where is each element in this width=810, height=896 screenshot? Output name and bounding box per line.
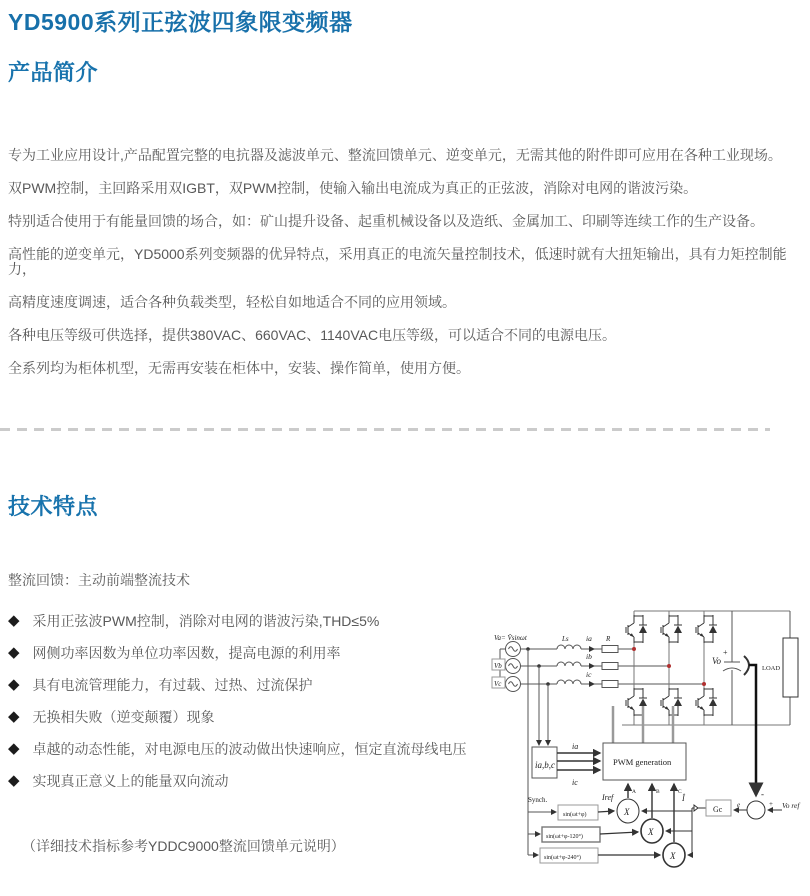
feature-text: 无换相失败（逆变颠覆）现象 [32,709,215,725]
r-label: R [606,635,611,643]
iabc-label: ia,b,c [535,760,555,770]
phase-wires [521,645,705,688]
ic2-label: ic [572,778,578,787]
diamond-bullet-icon: ◆ [8,644,20,661]
feature-text: 具有电流管理能力，有过载、过热、过流保护 [32,677,313,693]
features-list [8,614,478,806]
x1-label: X [624,807,630,817]
intro-paragraph: 高精度速度调速，适合各种负载类型，轻松自如地适合不同的应用领域。 [8,294,456,310]
list-item [8,774,478,788]
x3-label: X [670,851,676,861]
minus-label: - [761,789,764,799]
ic-label: ic [586,670,592,679]
ls-label: Ls [562,635,569,643]
intro-paragraph: 双PWM控制，主回路采用双IGBT，双PWM控制，使输入输出电流成为真正的正弦波，消除对电网的谐波污染。 [8,180,698,196]
intro-paragraph: 全系列均为柜体机型，无需再安装在柜体中，安装、操作简单，使用方便。 [8,360,470,376]
dashed-divider [0,428,770,431]
intro-paragraph: 高性能的逆变单元，YD5000系列变频器的优异特点，采用真正的电流矢量控制技术，低速时就有大扭矩输出，具有力矩控制能力， [8,246,787,277]
list-item [8,646,478,660]
ib-label: ib [586,652,592,661]
feature-text: 网侧功率因数为单位功率因数，提高电源的利用率 [32,645,341,661]
vb-label: Vb [494,662,502,670]
x2-label: X [648,827,654,837]
vc-label: Vc [494,680,502,688]
diamond-bullet-icon: ◆ [8,772,20,789]
features-note: （详细技术指标参考YDDC9000整流回馈单元说明） [22,838,345,854]
list-item [8,614,478,628]
load-label: LOAD [762,665,781,672]
igbt-icon [661,688,682,716]
sin1-label: sin(ωt+φ) [563,812,587,818]
e-label: e [737,801,741,809]
igbt-icon [696,688,717,716]
gc-label: Gc [713,805,723,814]
igbt-icon [626,615,647,643]
dc-link [723,611,798,725]
feature-text: 采用正弦波PWM控制，消除对电网的谐波污染,THD≤5% [32,613,380,629]
page-title: YD5900系列正弦波四象限变频器 [8,9,353,35]
synch-label: Synch. [528,796,548,804]
features-subtitle: 整流回馈：主动前端整流技术 [8,572,190,588]
diamond-bullet-icon: ◆ [8,676,20,693]
vo-plus-label: + [723,648,728,657]
ia-label: ia [586,634,592,643]
igbt-icon [661,615,682,643]
intro-paragraphs [8,148,803,394]
diamond-bullet-icon: ◆ [8,740,20,757]
pwm-label: PWM generation [613,757,672,767]
intro-paragraph: 各种电压等级可供选择，提供380VAC、660VAC、1140VAC电压等级，可以适合不同的电源电压。 [8,327,617,343]
sin2-label: sin(ωt+φ-120°) [546,834,583,840]
source-equation-label: Va= V̂sinωt [494,634,527,642]
ihat-label: Î [682,794,685,803]
vo-label: Vo [712,656,721,666]
iabc-to-pwm-arrows [557,753,600,770]
voref-label: Vo ref [782,801,800,810]
plus-label: + [769,800,773,808]
circuit-diagram-figure [482,588,808,888]
intro-paragraph: 特别适合使用于有能量回馈的场合，如：矿山提升设备、起重机械设备以及造纸、金属加工、印刷等连续工作的生产设备。 [8,213,764,229]
vo-feedback-line [749,665,756,795]
section-title-intro: 产品简介 [8,60,99,85]
sin3-label: sin(ωt+φ-240°) [544,855,581,861]
list-item [8,678,478,692]
feature-text: 卓越的动态性能，对电源电压的波动做出快速响应，恒定直流母线电压 [32,741,467,757]
c-label: C [678,789,682,795]
diamond-bullet-icon: ◆ [8,612,20,629]
iref-label: Iref [602,793,614,802]
summing-junction [747,801,765,819]
section-title-features: 技术特点 [8,494,99,519]
intro-paragraph: 专为工业应用设计,产品配置完整的电抗器及滤波单元、整流回馈单元、逆变单元，无需其他的附件即可应用在各种工业现场。 [8,147,782,163]
igbt-icon [696,615,717,643]
diamond-bullet-icon: ◆ [8,708,20,725]
a-label: A [632,789,636,795]
list-item [8,742,478,756]
list-item [8,710,478,724]
ia2-label: ia [572,742,579,751]
b-label: B [656,789,660,795]
feature-text: 实现真正意义上的能量双向流动 [32,773,229,789]
